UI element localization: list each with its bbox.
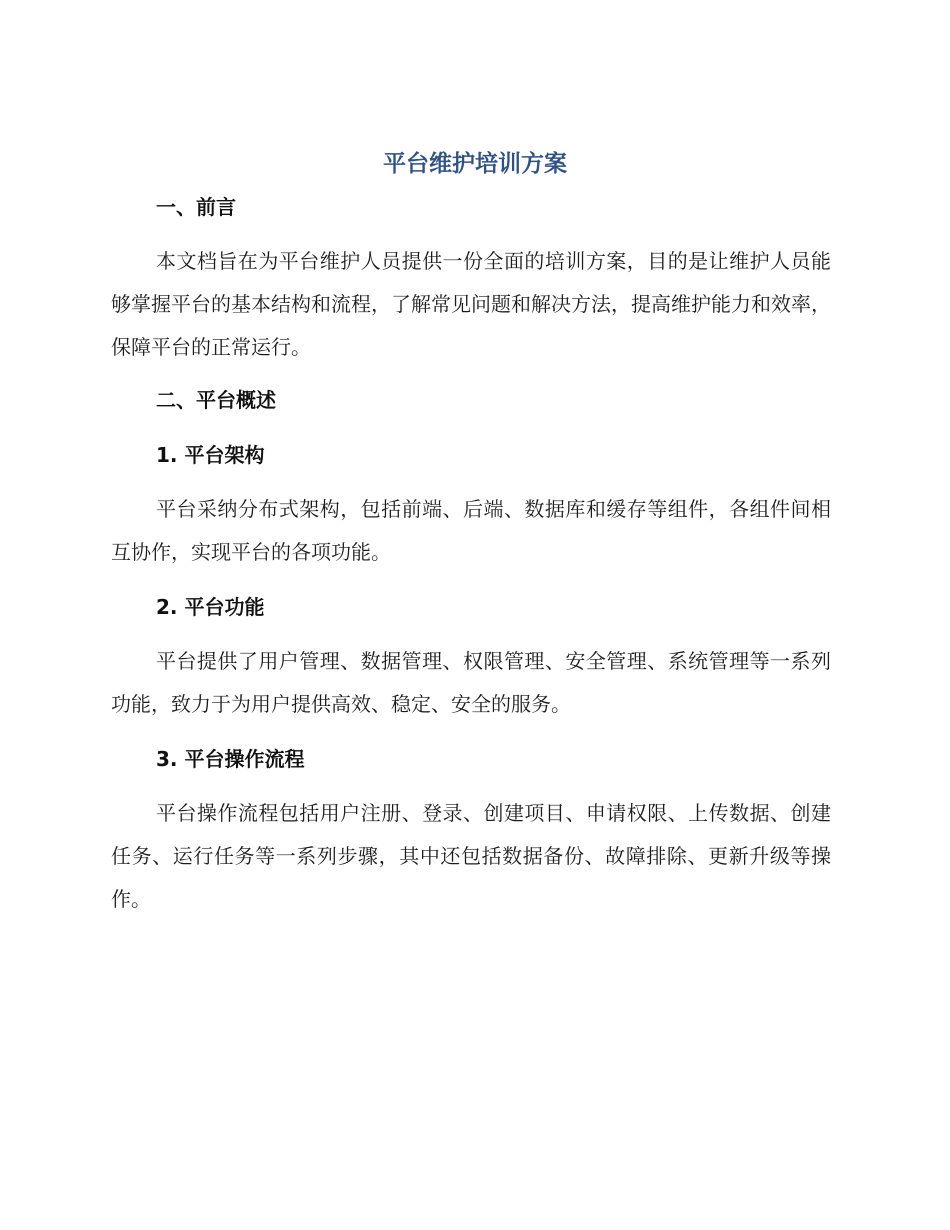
subheading-functions: 2. 平台功能 [156,595,265,619]
paragraph-functions: 平台提供了用户管理、数据管理、权限管理、安全管理、系统管理等一系列功能，致力于为用户提供高效、稳定、安全的服务。 [111,649,831,716]
document-title: 平台维护培训方案 [383,151,567,177]
subheading-workflow: 3. 平台操作流程 [156,747,305,771]
paragraph-intro: 本文档旨在为平台维护人员提供一份全面的培训方案，目的是让维护人员能够掌握平台的基本结构和流程，了解常见问题和解决方法，提高维护能力和效率，保障平台的正常运行。 [111,249,831,359]
subheading-architecture: 1. 平台架构 [156,443,265,467]
section-heading-intro: 一、前言 [156,195,236,219]
section-heading-overview: 二、平台概述 [156,388,276,412]
paragraph-workflow: 平台操作流程包括用户注册、登录、创建项目、申请权限、上传数据、创建任务、运行任务等一系列步骤，其中还包括数据备份、故障排除、更新升级等操作。 [111,801,831,911]
paragraph-architecture: 平台采纳分布式架构，包括前端、后端、数据库和缓存等组件，各组件间相互协作，实现平台的各项功能。 [111,497,831,564]
